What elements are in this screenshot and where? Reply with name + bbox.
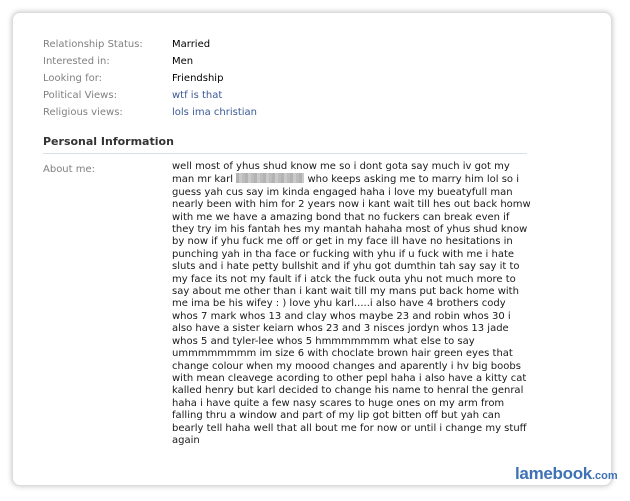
about-line: me ima be his wifey : ) love yhu karl.....i also have 4 brothers cody <box>172 298 506 310</box>
about-line: say about me other than i kant wait till my mans put back home with <box>172 286 519 298</box>
about-line: whos 5 and tyler-lee whos 5 hmmmmmmm what else to say <box>172 335 475 347</box>
about-line: nearly been with him for 2 years now i kant wait till hes out back homw <box>172 199 531 211</box>
religious-views-link[interactable]: lols ima christian <box>172 107 257 118</box>
about-line: my face its not my fault if i atck the fuck outa yhu not much more to <box>172 273 516 285</box>
about-me-label: About me: <box>43 164 96 175</box>
about-line: with mean cleavege acording to other pepl haha i also have a kitty cat <box>172 372 527 384</box>
about-line: again <box>172 434 200 446</box>
about-line: sluts and i hate petty bullshit and if yhu got dumthin tah say say it to <box>172 261 520 273</box>
interested-in-label: Interested in: <box>43 56 110 67</box>
about-line: ummmmmmmm im size 6 with choclate brown hair green eyes that <box>172 348 513 360</box>
watermark-name: lamebook <box>515 464 592 483</box>
about-me-text <box>172 161 532 447</box>
religious-views-label: Religious views: <box>43 107 123 118</box>
about-line: whos 7 mark whos 13 and clay whos maybe 23 and robin whos 30 i <box>172 310 511 322</box>
about-line: with me we have a amazing bond that no fuckers can break even if <box>172 211 510 223</box>
about-line: haha i have quite a few nasy scares to huge ones on my arm from <box>172 397 505 409</box>
about-line: bearly tell haha well that all bout me for now or until i change my stuff <box>172 422 527 434</box>
about-line-segment: man mr karl <box>172 174 234 186</box>
interested-in-value: Men <box>172 56 194 67</box>
looking-for-value: Friendship <box>172 73 224 84</box>
about-line <box>172 173 532 186</box>
section-divider <box>43 153 527 154</box>
political-views-link[interactable]: wtf is that <box>172 90 223 101</box>
about-line: also have a sister keiarn whos 23 and 3 nisces jordyn whos 13 jade <box>172 323 509 335</box>
about-line: guess yah cus say im kinda engaged haha i love my bueatyfull man <box>172 186 513 198</box>
redacted-name-block <box>236 173 304 183</box>
about-line: they try im his fantah hes my mantah hahaha most of yhus shud know <box>172 224 528 236</box>
lamebook-watermark <box>515 464 618 484</box>
about-line-segment: who keeps asking me to marry him lol so i <box>307 174 519 186</box>
watermark-tld: .com <box>591 470 618 482</box>
relationship-value: Married <box>172 39 211 50</box>
about-line: well most of yhus shud know me so i dont gota say much iv got my <box>172 161 510 172</box>
about-line: falling thru a window and part of my lip got bitten off but yah can <box>172 410 501 422</box>
about-line: kalled henry but karl decided to change his name to henral the genral <box>172 385 524 397</box>
looking-for-label: Looking for: <box>43 73 103 84</box>
about-line: change colour when my moood changes and aparently i hv big boobs <box>172 360 521 372</box>
about-line: by now if yhu fuck me off or get in my face ill have no hesitations in <box>172 236 513 248</box>
profile-info-card <box>12 12 618 486</box>
section-title-personal-information: Personal Information <box>43 135 174 148</box>
about-line: punching yah in tha face or fucking with yhu if u fuck with me i hate <box>172 248 515 260</box>
relationship-label: Relationship Status: <box>43 39 143 50</box>
political-views-label: Political Views: <box>43 90 117 101</box>
